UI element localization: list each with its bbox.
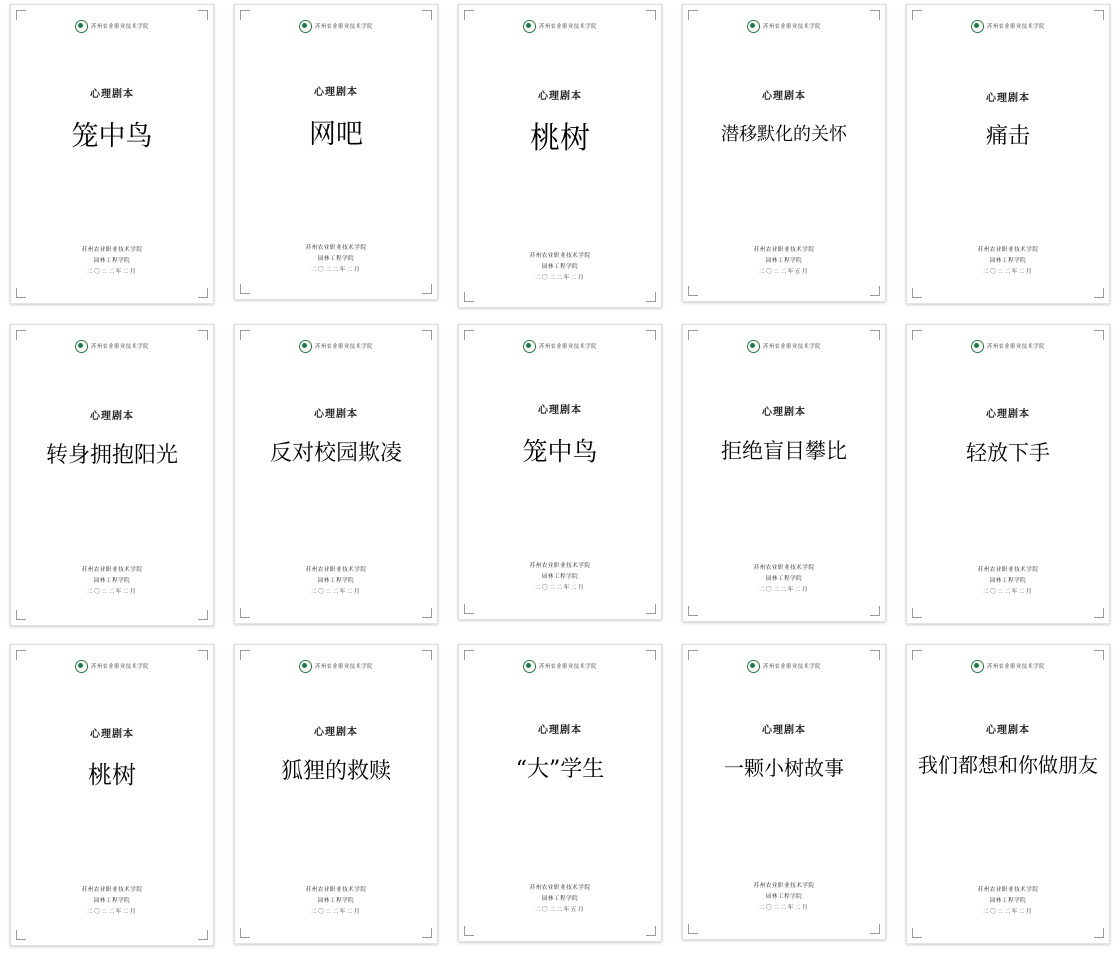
crop-mark-br-icon <box>870 606 880 616</box>
footer-date: 二〇二二年二月 <box>534 584 586 591</box>
page-title: 桃树 <box>530 121 590 156</box>
document-kind-label: 心理剧本 <box>314 727 358 738</box>
cover-footer <box>683 563 885 596</box>
institution-logo-text: 苏州农业职业技术学院 <box>539 23 597 30</box>
document-thumbnail-cell[interactable] <box>0 0 224 320</box>
school-emblem-icon <box>299 660 312 673</box>
crop-mark-br-icon <box>1094 288 1104 298</box>
school-emblem-icon <box>971 20 984 33</box>
document-kind-label: 心理剧本 <box>538 405 582 416</box>
page-title: 我们都想和你做朋友 <box>918 753 1098 777</box>
school-emblem-icon <box>299 340 312 353</box>
page-title: 笼中鸟 <box>71 121 153 152</box>
crop-mark-tl-icon <box>912 650 922 660</box>
institution-logo <box>235 339 437 353</box>
footer-date: 二〇二二年二月 <box>310 266 362 273</box>
cover-footer <box>683 881 885 914</box>
institution-logo-text: 苏州农业职业技术学院 <box>987 663 1045 670</box>
crop-mark-bl-icon <box>16 288 26 298</box>
cover-page[interactable] <box>906 644 1110 944</box>
page-title: “大”学生 <box>515 757 605 782</box>
crop-mark-tr-icon <box>1094 10 1104 20</box>
cover-page[interactable] <box>682 644 886 940</box>
document-thumbnail-cell[interactable] <box>896 0 1120 320</box>
page-title: 反对校园欺凌 <box>269 441 402 466</box>
cover-page[interactable] <box>906 4 1110 304</box>
footer-date: 二〇二二年二月 <box>86 908 138 915</box>
document-kind-label: 心理剧本 <box>762 91 806 102</box>
institution-logo <box>683 339 885 353</box>
cover-footer <box>907 245 1109 278</box>
school-emblem-icon <box>523 340 536 353</box>
document-thumbnail-cell[interactable] <box>224 320 448 640</box>
page-title: 轻放下手 <box>966 441 1050 465</box>
document-kind-label: 心理剧本 <box>90 89 134 100</box>
institution-logo <box>907 19 1109 33</box>
crop-mark-tl-icon <box>464 650 474 660</box>
footer-college: 园林工程学院 <box>317 255 355 262</box>
crop-mark-bl-icon <box>688 286 698 296</box>
footer-institution: 苏州农业职业技术学院 <box>305 887 367 893</box>
crop-mark-br-icon <box>422 928 432 938</box>
document-kind-label: 心理剧本 <box>762 725 806 736</box>
footer-college: 园林工程学院 <box>989 257 1027 264</box>
school-emblem-icon <box>75 20 88 33</box>
institution-logo <box>235 659 437 673</box>
crop-mark-tl-icon <box>688 330 698 340</box>
footer-college: 园林工程学院 <box>989 897 1027 904</box>
footer-date: 二〇二二年二月 <box>982 908 1034 915</box>
footer-date: 二〇二二年二月 <box>310 908 362 915</box>
crop-mark-tl-icon <box>16 650 26 660</box>
crop-mark-tl-icon <box>16 10 26 20</box>
cover-page[interactable] <box>682 4 886 302</box>
institution-logo-text: 苏州农业职业技术学院 <box>763 23 821 30</box>
institution-logo-text: 苏州农业职业技术学院 <box>315 23 373 30</box>
footer-college: 园林工程学院 <box>765 893 803 900</box>
crop-mark-bl-icon <box>240 928 250 938</box>
crop-mark-tl-icon <box>688 650 698 660</box>
footer-institution: 苏州农业职业技术学院 <box>529 885 591 891</box>
crop-mark-tl-icon <box>912 10 922 20</box>
footer-institution: 苏州农业职业技术学院 <box>753 247 815 253</box>
cover-footer <box>235 885 437 918</box>
document-thumbnail-cell[interactable] <box>0 640 224 960</box>
document-kind-label: 心理剧本 <box>314 87 358 98</box>
cover-page[interactable] <box>458 644 662 942</box>
crop-mark-br-icon <box>646 292 656 302</box>
footer-institution: 苏州农业职业技术学院 <box>753 883 815 889</box>
crop-mark-bl-icon <box>464 926 474 936</box>
document-kind-label: 心理剧本 <box>314 409 358 420</box>
footer-institution: 苏州农业职业技术学院 <box>81 247 143 253</box>
crop-mark-bl-icon <box>16 610 26 620</box>
crop-mark-tl-icon <box>464 10 474 20</box>
institution-logo-text: 苏州农业职业技术学院 <box>763 343 821 350</box>
crop-mark-tr-icon <box>422 10 432 20</box>
school-emblem-icon <box>299 20 312 33</box>
document-thumbnail-cell[interactable] <box>0 320 224 640</box>
crop-mark-bl-icon <box>912 608 922 618</box>
footer-college: 园林工程学院 <box>93 257 131 264</box>
institution-logo-text: 苏州农业职业技术学院 <box>315 343 373 350</box>
crop-mark-tl-icon <box>912 330 922 340</box>
crop-mark-br-icon <box>422 284 432 294</box>
cover-page[interactable] <box>682 324 886 622</box>
footer-date: 二〇二二年二月 <box>758 904 810 911</box>
document-thumbnail-cell[interactable] <box>672 320 896 640</box>
cover-footer <box>907 885 1109 918</box>
crop-mark-br-icon <box>870 924 880 934</box>
footer-college: 园林工程学院 <box>541 895 579 902</box>
institution-logo-text: 苏州农业职业技术学院 <box>987 23 1045 30</box>
crop-mark-br-icon <box>1094 608 1104 618</box>
crop-mark-tr-icon <box>646 650 656 660</box>
institution-logo <box>459 339 661 353</box>
institution-logo-text: 苏州农业职业技术学院 <box>91 23 149 30</box>
footer-college: 园林工程学院 <box>765 257 803 264</box>
document-thumbnail-cell[interactable] <box>672 0 896 320</box>
crop-mark-bl-icon <box>688 924 698 934</box>
school-emblem-icon <box>747 660 760 673</box>
page-title: 痛击 <box>985 124 1030 149</box>
document-thumbnail-cell[interactable] <box>224 0 448 320</box>
footer-date: 二〇二二年二月 <box>982 268 1034 275</box>
institution-logo <box>235 19 437 33</box>
page-title: 网吧 <box>309 119 363 150</box>
crop-mark-tr-icon <box>870 10 880 20</box>
crop-mark-bl-icon <box>16 930 26 940</box>
page-title: 狐狸的救赎 <box>280 759 391 784</box>
crop-mark-tl-icon <box>240 10 250 20</box>
footer-institution: 苏州农业职业技术学院 <box>81 887 143 893</box>
institution-logo <box>459 659 661 673</box>
school-emblem-icon <box>971 340 984 353</box>
crop-mark-bl-icon <box>464 292 474 302</box>
institution-logo-text: 苏州农业职业技术学院 <box>91 663 149 670</box>
crop-mark-tr-icon <box>198 650 208 660</box>
crop-mark-bl-icon <box>240 608 250 618</box>
institution-logo-text: 苏州农业职业技术学院 <box>91 343 149 350</box>
document-kind-label: 心理剧本 <box>90 411 134 422</box>
school-emblem-icon <box>523 20 536 33</box>
document-thumbnail-cell[interactable] <box>672 640 896 960</box>
crop-mark-br-icon <box>198 288 208 298</box>
footer-institution: 苏州农业职业技术学院 <box>529 563 591 569</box>
footer-college: 园林工程学院 <box>541 573 579 580</box>
crop-mark-bl-icon <box>240 284 250 294</box>
footer-date: 二〇二二年五月 <box>758 268 810 275</box>
cover-footer <box>459 883 661 916</box>
cover-page[interactable] <box>458 4 662 308</box>
school-emblem-icon <box>971 660 984 673</box>
institution-logo <box>683 659 885 673</box>
footer-institution: 苏州农业职业技术学院 <box>305 245 367 251</box>
crop-mark-tl-icon <box>16 330 26 340</box>
page-title: 拒绝盲目攀比 <box>721 439 847 463</box>
footer-institution: 苏州农业职业技术学院 <box>305 567 367 573</box>
document-thumbnail-cell[interactable] <box>448 640 672 960</box>
institution-logo-text: 苏州农业职业技术学院 <box>315 663 373 670</box>
crop-mark-br-icon <box>422 608 432 618</box>
document-thumbnail-cell[interactable] <box>896 640 1120 960</box>
crop-mark-tr-icon <box>870 650 880 660</box>
footer-institution: 苏州农业职业技术学院 <box>529 253 591 259</box>
school-emblem-icon <box>75 660 88 673</box>
footer-date: 二〇二二年五月 <box>534 906 586 913</box>
document-kind-label: 心理剧本 <box>538 91 582 102</box>
document-thumbnail-cell[interactable] <box>896 320 1120 640</box>
institution-logo <box>11 339 213 353</box>
institution-logo-text: 苏州农业职业技术学院 <box>763 663 821 670</box>
footer-date: 二〇二二年二月 <box>86 588 138 595</box>
cover-footer <box>11 565 213 598</box>
crop-mark-br-icon <box>646 604 656 614</box>
footer-institution: 苏州农业职业技术学院 <box>977 247 1039 253</box>
document-thumbnail-cell[interactable] <box>448 320 672 640</box>
crop-mark-bl-icon <box>464 604 474 614</box>
cover-page[interactable] <box>458 324 662 620</box>
footer-college: 园林工程学院 <box>93 577 131 584</box>
document-kind-label: 心理剧本 <box>762 407 806 418</box>
crop-mark-tr-icon <box>422 650 432 660</box>
cover-footer <box>683 245 885 278</box>
cover-footer <box>235 565 437 598</box>
page-title: 桃树 <box>88 761 136 789</box>
footer-institution: 苏州农业职业技术学院 <box>977 887 1039 893</box>
document-thumbnail-cell[interactable] <box>224 640 448 960</box>
crop-mark-tr-icon <box>646 330 656 340</box>
school-emblem-icon <box>75 340 88 353</box>
footer-college: 园林工程学院 <box>765 575 803 582</box>
crop-mark-tr-icon <box>870 330 880 340</box>
footer-college: 园林工程学院 <box>989 577 1027 584</box>
page-title: 潜移默化的关怀 <box>721 124 847 145</box>
cover-page[interactable] <box>234 644 438 944</box>
institution-logo <box>11 19 213 33</box>
footer-institution: 苏州农业职业技术学院 <box>753 565 815 571</box>
cover-footer <box>11 885 213 918</box>
cover-page[interactable] <box>906 324 1110 624</box>
document-kind-label: 心理剧本 <box>986 725 1030 736</box>
cover-page[interactable] <box>10 324 214 626</box>
crop-mark-br-icon <box>198 930 208 940</box>
institution-logo-text: 苏州农业职业技术学院 <box>987 343 1045 350</box>
document-thumbnail-cell[interactable] <box>448 0 672 320</box>
document-kind-label: 心理剧本 <box>986 409 1030 420</box>
crop-mark-tr-icon <box>198 10 208 20</box>
crop-mark-br-icon <box>870 286 880 296</box>
document-kind-label: 心理剧本 <box>538 725 582 736</box>
footer-date: 二〇二二年二月 <box>310 588 362 595</box>
footer-college: 园林工程学院 <box>317 577 355 584</box>
institution-logo-text: 苏州农业职业技术学院 <box>539 663 597 670</box>
crop-mark-br-icon <box>646 926 656 936</box>
footer-college: 园林工程学院 <box>93 897 131 904</box>
crop-mark-tl-icon <box>464 330 474 340</box>
institution-logo <box>907 659 1109 673</box>
page-title: 笼中鸟 <box>522 437 598 466</box>
school-emblem-icon <box>523 660 536 673</box>
footer-institution: 苏州农业职业技术学院 <box>977 567 1039 573</box>
school-emblem-icon <box>747 20 760 33</box>
cover-footer <box>11 245 213 278</box>
footer-date: 二〇二二年二月 <box>86 268 138 275</box>
crop-mark-bl-icon <box>688 606 698 616</box>
institution-logo <box>11 659 213 673</box>
crop-mark-tl-icon <box>240 650 250 660</box>
crop-mark-tl-icon <box>240 330 250 340</box>
cover-page[interactable] <box>10 644 214 946</box>
footer-date: 二〇二二年二月 <box>758 586 810 593</box>
crop-mark-tr-icon <box>198 330 208 340</box>
crop-mark-bl-icon <box>912 928 922 938</box>
school-emblem-icon <box>747 340 760 353</box>
footer-date: 二〇二二年二月 <box>534 274 586 281</box>
footer-date: 二〇二二年二月 <box>982 588 1034 595</box>
institution-logo <box>459 19 661 33</box>
cover-page[interactable] <box>234 4 438 300</box>
footer-college: 园林工程学院 <box>317 897 355 904</box>
crop-mark-tr-icon <box>1094 650 1104 660</box>
crop-mark-tr-icon <box>646 10 656 20</box>
cover-page[interactable] <box>10 4 214 304</box>
cover-footer <box>907 565 1109 598</box>
page-title: 一颗小树故事 <box>724 756 844 780</box>
cover-page[interactable] <box>234 324 438 624</box>
document-kind-label: 心理剧本 <box>986 93 1030 104</box>
crop-mark-tr-icon <box>422 330 432 340</box>
crop-mark-br-icon <box>198 610 208 620</box>
cover-footer <box>459 251 661 284</box>
document-kind-label: 心理剧本 <box>90 729 134 740</box>
footer-college: 园林工程学院 <box>541 263 579 270</box>
page-title: 转身拥抱阳光 <box>45 443 178 468</box>
cover-footer <box>235 243 437 276</box>
institution-logo-text: 苏州农业职业技术学院 <box>539 343 597 350</box>
crop-mark-tr-icon <box>1094 330 1104 340</box>
crop-mark-br-icon <box>1094 928 1104 938</box>
institution-logo <box>907 339 1109 353</box>
cover-footer <box>459 561 661 594</box>
institution-logo <box>683 19 885 33</box>
crop-mark-tl-icon <box>688 10 698 20</box>
crop-mark-bl-icon <box>912 288 922 298</box>
footer-institution: 苏州农业职业技术学院 <box>81 567 143 573</box>
